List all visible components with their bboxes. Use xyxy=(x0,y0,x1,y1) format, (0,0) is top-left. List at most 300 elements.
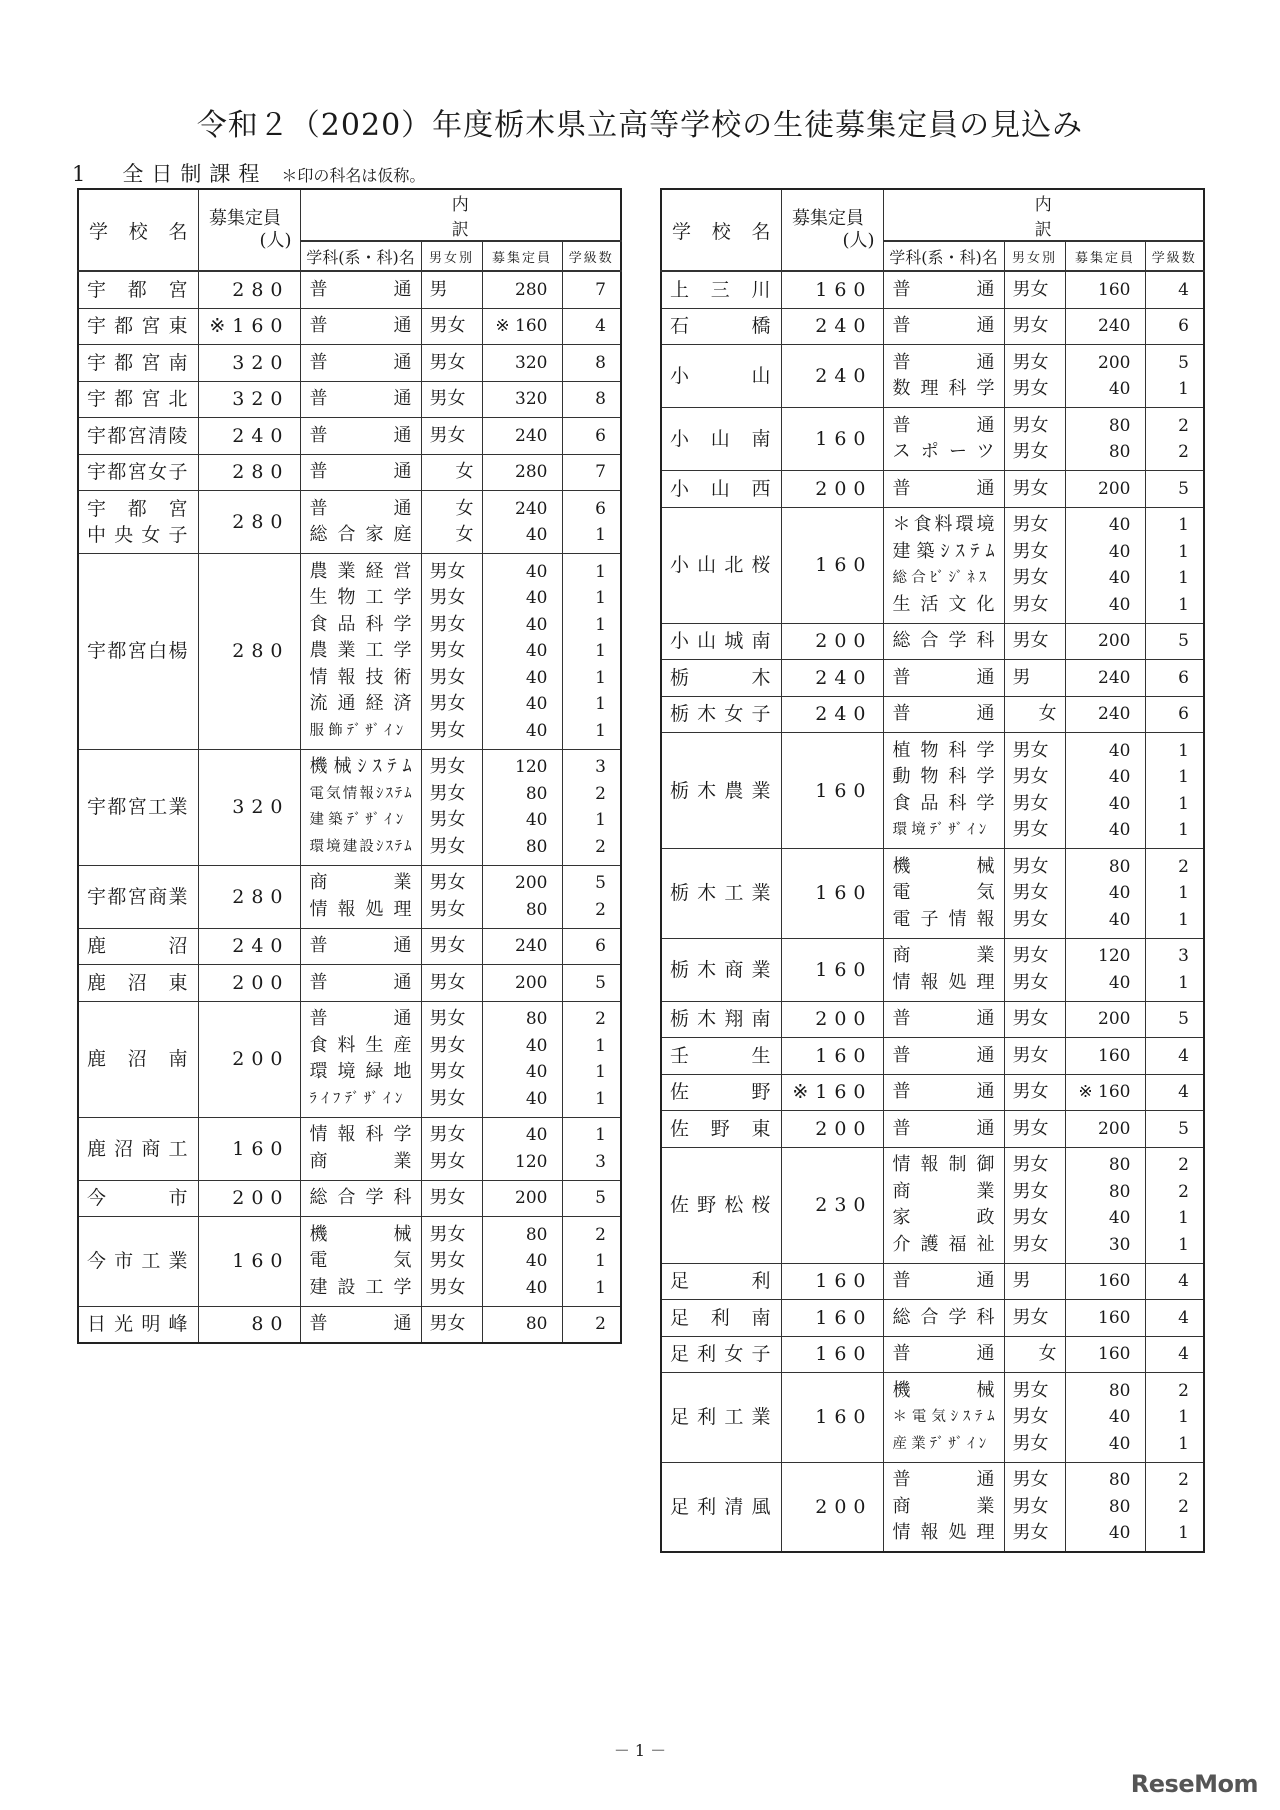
department-name: 総合学科 xyxy=(892,630,995,651)
gender: 男 xyxy=(429,278,448,300)
department-capacity: 80 xyxy=(1108,1496,1131,1517)
table-row xyxy=(661,1336,1204,1373)
gender-cell xyxy=(1004,849,1065,939)
class-count: 1 xyxy=(595,588,606,608)
school-capacity: 240 xyxy=(198,928,300,965)
department-name: 普通 xyxy=(892,703,995,724)
gender: 男女 xyxy=(429,1061,466,1082)
department-name: 情報処理 xyxy=(309,898,412,920)
class-count: 1 xyxy=(595,1088,606,1109)
school-name: 壬生 xyxy=(661,1038,781,1075)
class-count: 1 xyxy=(1178,541,1189,562)
department-name-cell xyxy=(300,308,421,345)
department-name-cell xyxy=(883,1074,1004,1111)
department-name: ＊食料環境 xyxy=(892,514,995,535)
gender: 男女 xyxy=(1012,351,1049,373)
gender-cell xyxy=(421,308,482,345)
gender: 男女 xyxy=(1012,414,1049,436)
gender-cell xyxy=(1004,1111,1065,1148)
department-name: 農業工学 xyxy=(309,640,412,661)
header-dept-capacity: 募集定員 xyxy=(1065,241,1145,271)
department-capacity: 80 xyxy=(1108,415,1131,436)
table-row xyxy=(661,345,1204,408)
department-capacity-cell xyxy=(1065,1336,1145,1373)
department-name: 普通 xyxy=(309,497,412,519)
school-capacity: 160 xyxy=(198,1117,300,1180)
class-count: 4 xyxy=(595,316,606,336)
gender: 男女 xyxy=(1012,441,1049,462)
class-count: 5 xyxy=(595,873,606,893)
gender-cell xyxy=(1004,1462,1065,1552)
department-name-cell xyxy=(300,454,421,491)
gender: 男女 xyxy=(429,424,466,446)
gender: 男女 xyxy=(1012,1406,1049,1427)
school-capacity: 200 xyxy=(198,965,300,1002)
gender-cell xyxy=(421,345,482,382)
class-count-cell xyxy=(562,1001,621,1117)
class-count-cell xyxy=(562,345,621,382)
class-count: 2 xyxy=(1178,442,1189,462)
department-capacity: 160 xyxy=(1098,279,1131,300)
department-capacity: 40 xyxy=(525,525,548,545)
table-row xyxy=(661,1001,1204,1038)
class-count: 8 xyxy=(595,389,606,409)
department-capacity: 80 xyxy=(525,1224,548,1245)
department-name-cell xyxy=(883,938,1004,1001)
school-capacity: 160 xyxy=(781,1300,883,1337)
class-count: 3 xyxy=(595,757,606,777)
department-capacity-cell xyxy=(482,865,562,928)
gender-cell xyxy=(421,381,482,418)
department-name-cell xyxy=(883,408,1004,471)
school-name: 宇都宮工業 xyxy=(78,749,198,865)
department-name: 普通 xyxy=(892,1044,995,1066)
table-row xyxy=(78,1001,621,1117)
header-dept: 学科(系・科)名 xyxy=(883,241,1004,271)
department-capacity: 80 xyxy=(1108,1181,1131,1202)
class-count: 1 xyxy=(595,720,606,741)
class-count-cell xyxy=(1145,849,1204,939)
department-name-cell xyxy=(883,1111,1004,1148)
department-name: 建設工学 xyxy=(309,1276,412,1298)
department-name: 普通 xyxy=(892,1469,995,1490)
gender: 男女 xyxy=(429,388,466,409)
department-capacity-cell xyxy=(1065,1300,1145,1337)
class-count: 3 xyxy=(595,1151,606,1172)
department-capacity-cell xyxy=(1065,507,1145,623)
gender: 男女 xyxy=(429,315,466,336)
school-name: 宇都宮女子 xyxy=(78,454,198,491)
provisional-name-note: ＊印の科名は仮称。 xyxy=(281,166,426,185)
school-capacity: ※160 xyxy=(198,308,300,345)
department-capacity: 200 xyxy=(515,972,548,993)
class-count: 2 xyxy=(595,899,606,920)
gender: 男女 xyxy=(429,1087,466,1109)
gender: 男女 xyxy=(1012,1495,1049,1517)
school-capacity: 200 xyxy=(781,1462,883,1552)
gender-cell xyxy=(421,749,482,865)
department-capacity: 160 xyxy=(1098,1344,1131,1364)
department-name: 情報技術 xyxy=(309,666,412,688)
school-name: 栃木工業 xyxy=(661,849,781,939)
class-count: 2 xyxy=(1178,1496,1189,1517)
header-school: 学 校 名 xyxy=(661,189,781,271)
gender: 男女 xyxy=(1012,971,1049,993)
department-name: 流通経済 xyxy=(309,693,412,714)
class-count-cell xyxy=(1145,623,1204,660)
department-name: 商業 xyxy=(309,1150,412,1172)
department-name: 機械 xyxy=(309,1223,412,1245)
gender: 男女 xyxy=(1012,792,1049,814)
department-capacity: 240 xyxy=(1098,704,1131,724)
class-count-cell xyxy=(562,554,621,750)
class-count: 1 xyxy=(1178,379,1189,399)
department-name: 食品科学 xyxy=(309,613,412,635)
gender-cell xyxy=(421,554,482,750)
gender: 男女 xyxy=(1012,1432,1049,1454)
department-capacity-cell xyxy=(482,418,562,455)
table-row xyxy=(78,865,621,928)
department-name: 電気 xyxy=(892,882,995,903)
class-count: 1 xyxy=(595,1062,606,1082)
department-capacity-cell xyxy=(1065,1001,1145,1038)
department-capacity: 40 xyxy=(525,1062,548,1082)
class-count: 6 xyxy=(595,425,606,446)
header-breakdown xyxy=(883,189,1204,241)
department-name: 普通 xyxy=(309,935,412,956)
class-count: 1 xyxy=(1178,568,1189,588)
department-name-cell xyxy=(300,271,421,308)
department-name: 普通 xyxy=(309,388,412,409)
department-name: 電気情報ｼｽﾃﾑ xyxy=(309,785,412,802)
department-capacity: 40 xyxy=(1108,568,1131,588)
gender: 男女 xyxy=(1012,739,1049,761)
school-name: 足利女子 xyxy=(661,1336,781,1373)
table-row xyxy=(661,1074,1204,1111)
department-name: 普通 xyxy=(892,1343,995,1364)
department-name: 普通 xyxy=(309,424,412,446)
class-count: 1 xyxy=(595,810,606,830)
department-capacity-cell xyxy=(482,749,562,865)
class-count-cell xyxy=(1145,1336,1204,1373)
school-name: 小山 xyxy=(661,345,781,408)
class-count-cell xyxy=(1145,308,1204,345)
department-name: 商業 xyxy=(892,1180,995,1202)
department-capacity-cell xyxy=(482,1217,562,1307)
department-name: 普通 xyxy=(309,971,412,993)
department-name: 情報処理 xyxy=(892,1522,995,1543)
department-name-cell xyxy=(300,1001,421,1117)
class-count: 2 xyxy=(1178,1380,1189,1401)
table-row xyxy=(78,308,621,345)
gender: 女 xyxy=(1038,1343,1057,1364)
gender: 男女 xyxy=(429,1034,466,1056)
department-name: 農業経営 xyxy=(309,560,412,582)
department-name: 商業 xyxy=(892,945,995,966)
class-count: 2 xyxy=(595,1314,606,1334)
class-count-cell xyxy=(1145,507,1204,623)
school-name: 栃木翔南 xyxy=(661,1001,781,1038)
gender: 男女 xyxy=(1012,567,1049,588)
class-count: 4 xyxy=(1178,279,1189,300)
class-count: 5 xyxy=(1178,1009,1189,1029)
gender-cell xyxy=(1004,507,1065,623)
department-capacity: 200 xyxy=(1098,631,1131,651)
class-count: 1 xyxy=(1178,515,1189,535)
class-count: 1 xyxy=(1178,883,1189,903)
department-capacity: 240 xyxy=(1098,316,1131,336)
table-row xyxy=(78,1117,621,1180)
gender: 男女 xyxy=(429,1250,466,1271)
department-capacity-cell xyxy=(482,1001,562,1117)
class-count-cell xyxy=(562,1180,621,1217)
gender: 男女 xyxy=(429,1276,466,1298)
department-capacity: 240 xyxy=(515,425,548,446)
department-capacity: 120 xyxy=(515,1151,548,1172)
department-name: 総合学科 xyxy=(892,1306,995,1328)
department-name: 情報処理 xyxy=(892,971,995,993)
department-capacity: 40 xyxy=(1108,379,1131,399)
gender: 女 xyxy=(455,524,474,545)
gender: 男女 xyxy=(1012,855,1049,877)
school-capacity: 200 xyxy=(781,471,883,508)
school-capacity: 160 xyxy=(781,271,883,308)
class-count: 1 xyxy=(595,614,606,635)
table-row xyxy=(661,1373,1204,1463)
class-count-cell xyxy=(1145,1001,1204,1038)
gender-cell xyxy=(1004,471,1065,508)
table-row xyxy=(661,623,1204,660)
gender: 男女 xyxy=(1012,514,1049,535)
school-capacity: 200 xyxy=(198,1180,300,1217)
gender: 男女 xyxy=(429,809,466,830)
table-row xyxy=(661,696,1204,733)
class-count: 4 xyxy=(1178,1307,1189,1328)
department-name: 普通 xyxy=(309,461,412,482)
department-capacity-cell xyxy=(482,454,562,491)
school-name: 上三川 xyxy=(661,271,781,308)
header-capacity-unit: (人) xyxy=(842,230,875,251)
class-count: 4 xyxy=(1178,1344,1189,1364)
department-name: ＊電気ｼｽﾃﾑ xyxy=(892,1409,995,1425)
gender-cell xyxy=(421,865,482,928)
department-capacity-cell xyxy=(482,345,562,382)
table-row xyxy=(78,418,621,455)
department-capacity: 200 xyxy=(515,873,548,893)
department-name-cell xyxy=(300,491,421,554)
department-name-cell xyxy=(883,1373,1004,1463)
gender: 男女 xyxy=(429,1008,466,1029)
gender: 男女 xyxy=(1012,1379,1049,1401)
school-name: 足利工業 xyxy=(661,1373,781,1463)
school-capacity: 240 xyxy=(781,660,883,697)
gender: 男女 xyxy=(429,872,466,893)
department-name: 普通 xyxy=(309,278,412,300)
gender: 男女 xyxy=(429,1124,466,1145)
department-name: 普通 xyxy=(309,1008,412,1029)
table-row xyxy=(661,1038,1204,1075)
gender: 男女 xyxy=(429,640,466,661)
school-capacity: 240 xyxy=(781,345,883,408)
department-name-cell xyxy=(883,660,1004,697)
school-name: 宇都宮清陵 xyxy=(78,418,198,455)
gender: 男女 xyxy=(429,1223,466,1245)
school-capacity: 160 xyxy=(781,1263,883,1300)
class-count-cell xyxy=(562,1217,621,1307)
department-name: 環境建設ｼｽﾃﾑ xyxy=(309,838,412,855)
department-capacity-cell xyxy=(482,271,562,308)
school-name: 栃木 xyxy=(661,660,781,697)
class-count: 7 xyxy=(595,462,606,482)
department-name: 普通 xyxy=(309,315,412,336)
school-capacity: 160 xyxy=(781,1373,883,1463)
department-name: 総合家庭 xyxy=(309,524,412,545)
department-capacity: 40 xyxy=(1108,515,1131,535)
gender-cell xyxy=(1004,660,1065,697)
department-name-cell xyxy=(883,1038,1004,1075)
department-capacity: 40 xyxy=(1108,972,1131,993)
department-name: 服飾ﾃﾞｻﾞｲﾝ xyxy=(309,722,408,739)
gender-cell xyxy=(421,928,482,965)
department-capacity: 160 xyxy=(1098,1045,1131,1066)
department-capacity: 40 xyxy=(1108,594,1131,615)
department-name: ﾗｲﾌﾃﾞｻﾞｲﾝ xyxy=(309,1090,407,1107)
department-name-cell xyxy=(883,1263,1004,1300)
gender: 男女 xyxy=(429,1313,466,1334)
department-name-cell xyxy=(300,749,421,865)
department-capacity-cell xyxy=(1065,733,1145,849)
school-capacity: 160 xyxy=(781,733,883,849)
class-count-cell xyxy=(1145,408,1204,471)
header-classes: 学級数 xyxy=(1145,241,1204,271)
department-name: 普通 xyxy=(892,666,995,688)
header-capacity-label: 募集定員 xyxy=(209,208,281,229)
department-capacity: 40 xyxy=(525,614,548,635)
table-row xyxy=(661,471,1204,508)
department-name-cell xyxy=(300,1180,421,1217)
department-name: 機械 xyxy=(892,855,995,877)
header-dept: 学科(系・科)名 xyxy=(300,241,421,271)
department-capacity: 40 xyxy=(1108,541,1131,562)
gender-cell xyxy=(1004,1147,1065,1263)
school-name: 小山北桜 xyxy=(661,507,781,623)
department-capacity: 200 xyxy=(1098,478,1131,499)
department-name-cell xyxy=(300,381,421,418)
gender: 男女 xyxy=(1012,1117,1049,1139)
school-capacity: ※160 xyxy=(781,1074,883,1111)
class-count: 1 xyxy=(595,525,606,545)
class-count: 6 xyxy=(595,498,606,519)
department-name: 普通 xyxy=(892,351,995,373)
class-count: 1 xyxy=(1178,740,1189,761)
class-count-cell xyxy=(1145,1111,1204,1148)
class-count: 2 xyxy=(1178,1155,1189,1175)
section-heading xyxy=(72,158,425,188)
resemom-watermark: ReseMom xyxy=(1130,1770,1258,1798)
table-row xyxy=(78,381,621,418)
department-capacity: 320 xyxy=(515,352,548,373)
table-row xyxy=(78,1306,621,1343)
school-name: 栃木農業 xyxy=(661,733,781,849)
header-dept-capacity: 募集定員 xyxy=(482,241,562,271)
department-capacity: 80 xyxy=(1108,1380,1131,1401)
page-title: 令和２（2020）年度栃木県立高等学校の生徒募集定員の見込み xyxy=(196,108,1084,143)
department-capacity: 40 xyxy=(525,1125,548,1145)
department-capacity-cell xyxy=(482,965,562,1002)
gender-cell xyxy=(1004,623,1065,660)
class-count: 2 xyxy=(595,1009,606,1029)
department-capacity: 320 xyxy=(515,389,548,409)
department-name: 普通 xyxy=(892,315,995,336)
class-count: 2 xyxy=(595,1224,606,1245)
gender: 男女 xyxy=(429,351,466,373)
department-name-cell xyxy=(883,623,1004,660)
department-name: 家政 xyxy=(892,1207,995,1228)
school-name: 鹿沼南 xyxy=(78,1001,198,1117)
class-count-cell xyxy=(562,1306,621,1343)
class-count: 1 xyxy=(1178,1208,1189,1228)
school-name: 佐野 xyxy=(661,1074,781,1111)
page-number: － 1 － xyxy=(613,1741,667,1760)
department-capacity: 40 xyxy=(525,810,548,830)
department-name-cell xyxy=(883,733,1004,849)
department-name-cell xyxy=(883,345,1004,408)
department-name-cell xyxy=(300,1306,421,1343)
school-name: 鹿沼商工 xyxy=(78,1117,198,1180)
table-row xyxy=(661,1147,1204,1263)
gender-cell xyxy=(1004,1001,1065,1038)
gender: 男女 xyxy=(1012,315,1049,336)
department-name: 食料生産 xyxy=(309,1034,412,1056)
department-name: 普通 xyxy=(892,477,995,499)
department-name-cell xyxy=(883,471,1004,508)
class-count: 8 xyxy=(595,352,606,373)
gender: 男女 xyxy=(429,1150,466,1172)
department-name-cell xyxy=(883,1147,1004,1263)
class-count: 1 xyxy=(1178,594,1189,615)
department-name: 電気 xyxy=(309,1250,412,1271)
school-name: 宇都宮南 xyxy=(78,345,198,382)
department-capacity-cell xyxy=(482,381,562,418)
school-name: 足利南 xyxy=(661,1300,781,1337)
class-count-cell xyxy=(562,418,621,455)
school-capacity: 320 xyxy=(198,749,300,865)
class-count-cell xyxy=(1145,1373,1204,1463)
table-row xyxy=(661,1111,1204,1148)
department-capacity: ※ 160 xyxy=(495,316,548,336)
gender: 男女 xyxy=(1012,477,1049,499)
gender-cell xyxy=(421,1306,482,1343)
department-capacity: 40 xyxy=(1108,820,1131,840)
gender: 男女 xyxy=(1012,593,1049,615)
header-gender: 男女別 xyxy=(421,241,482,271)
department-capacity: 40 xyxy=(1108,740,1131,761)
department-capacity-cell xyxy=(1065,271,1145,308)
department-capacity-cell xyxy=(1065,696,1145,733)
gender: 男女 xyxy=(1012,1469,1049,1490)
table-row xyxy=(78,345,621,382)
department-name: 電子情報 xyxy=(892,908,995,930)
gender-cell xyxy=(1004,1373,1065,1463)
gender: 男女 xyxy=(429,719,466,741)
school-capacity: 160 xyxy=(781,408,883,471)
school-capacity: 280 xyxy=(198,865,300,928)
gender: 男女 xyxy=(1012,945,1049,966)
class-count: 5 xyxy=(1178,478,1189,499)
department-name-cell xyxy=(300,965,421,1002)
class-count: 2 xyxy=(1178,1470,1189,1490)
department-capacity: 80 xyxy=(525,899,548,920)
